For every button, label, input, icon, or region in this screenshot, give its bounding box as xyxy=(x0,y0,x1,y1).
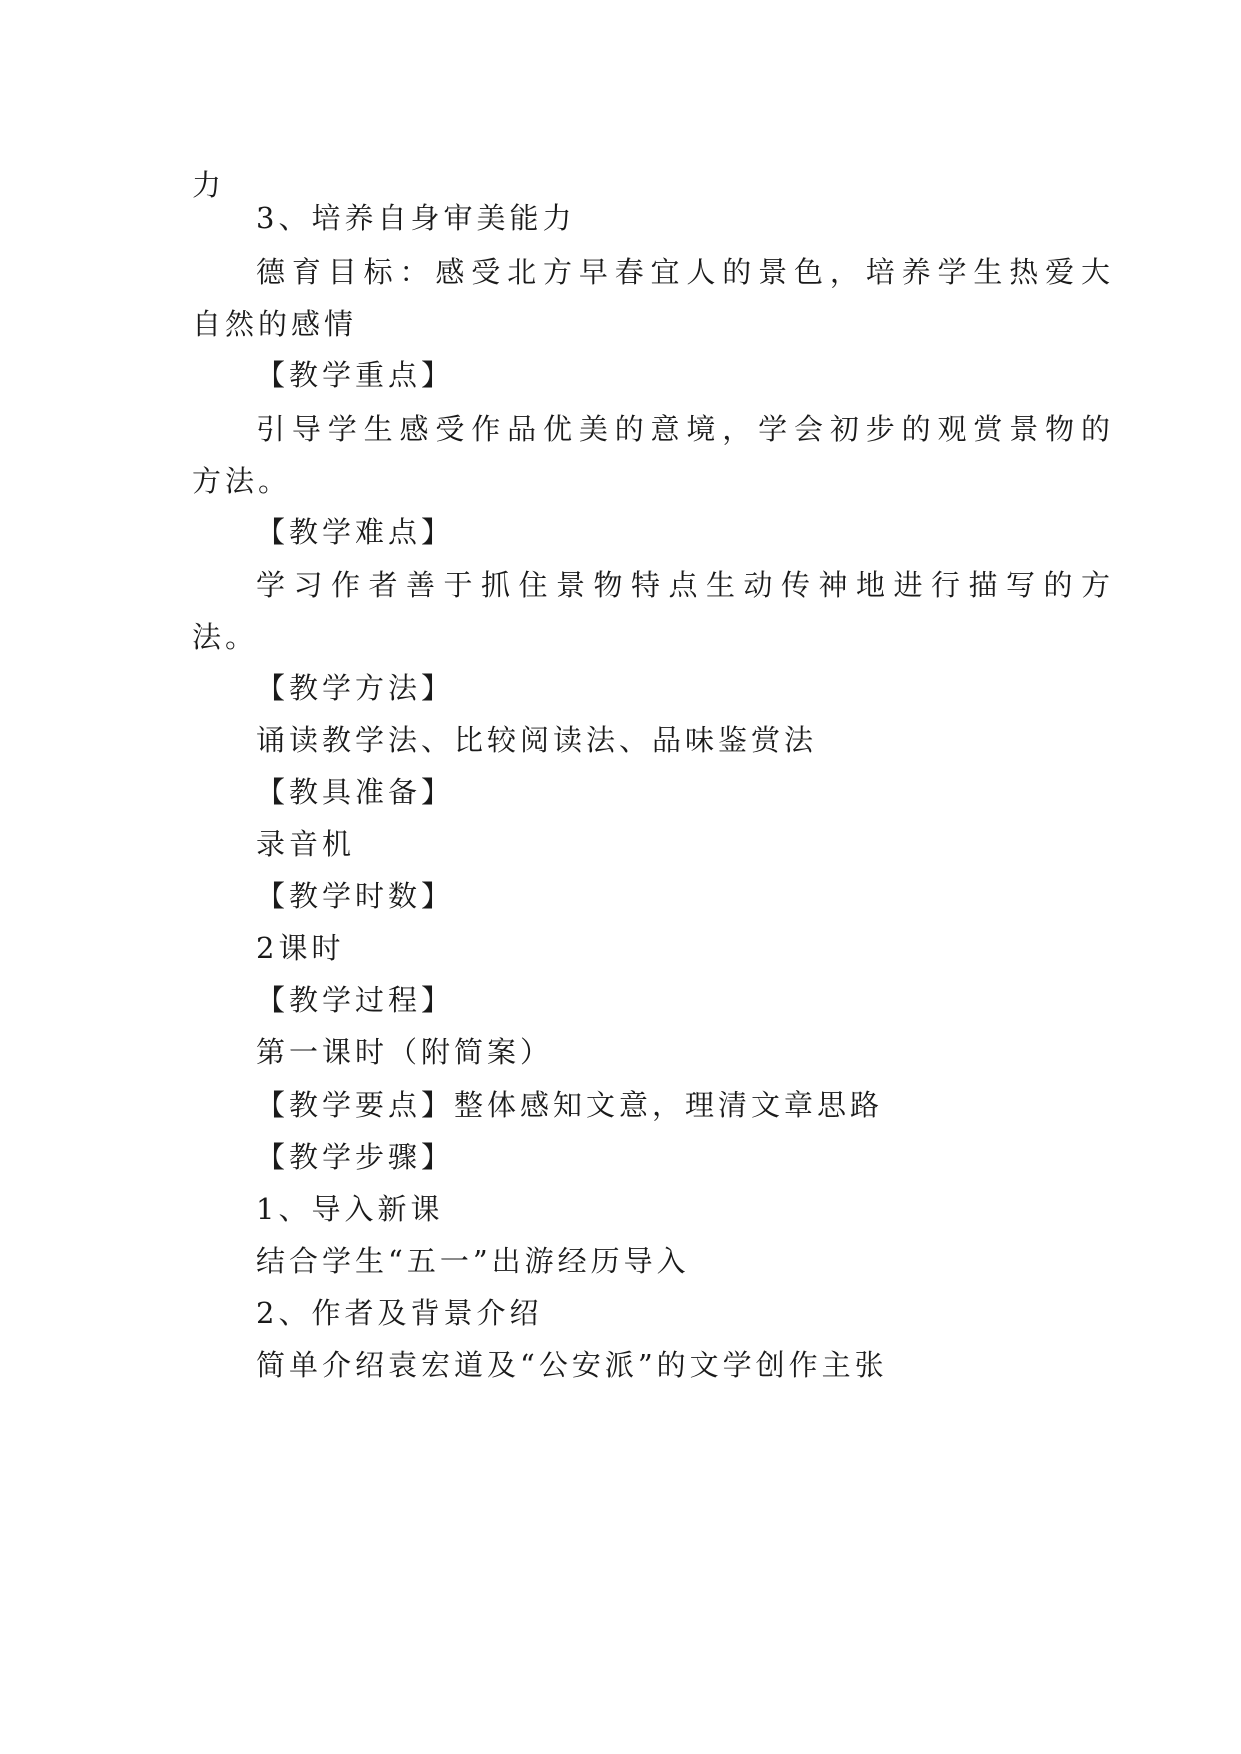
text-line: 法。 xyxy=(192,620,259,654)
section-heading: 【教学方法】 xyxy=(256,671,455,705)
text-line: 方法。 xyxy=(192,464,292,498)
section-heading: 【教学重点】 xyxy=(256,358,455,392)
text-line: 诵读教学法、比较阅读法、品味鉴赏法 xyxy=(256,723,818,757)
section-heading: 【教学步骤】 xyxy=(256,1140,455,1174)
text-line: 简单介绍袁宏道及“公安派”的文学创作主张 xyxy=(256,1348,888,1382)
text-line: 引导学生感受作品优美的意境，学会初步的观赏景物的 xyxy=(256,412,1114,446)
section-heading: 【教学过程】 xyxy=(256,983,455,1017)
text-line: 德育目标：感受北方早春宜人的景色，培养学生热爱大 xyxy=(256,255,1114,289)
text-line: 力 xyxy=(192,168,226,202)
text-line: 2、作者及背景介绍 xyxy=(256,1296,543,1330)
section-heading: 【教学要点】整体感知文意，理清文章思路 xyxy=(256,1088,884,1122)
text-line: 1、导入新课 xyxy=(256,1192,444,1226)
section-heading: 【教学难点】 xyxy=(256,515,455,549)
text-line: 2课时 xyxy=(256,931,345,965)
section-heading: 【教具准备】 xyxy=(256,775,455,809)
text-line: 3、培养自身审美能力 xyxy=(256,201,576,235)
text-line: 结合学生“五一”出游经历导入 xyxy=(256,1244,690,1278)
text-line: 学习作者善于抓住景物特点生动传神地进行描写的方 xyxy=(256,568,1114,602)
section-heading: 【教学时数】 xyxy=(256,879,455,913)
text-line: 录音机 xyxy=(256,827,356,861)
text-line: 第一课时（附简案） xyxy=(256,1035,554,1069)
text-line: 自然的感情 xyxy=(192,307,358,341)
